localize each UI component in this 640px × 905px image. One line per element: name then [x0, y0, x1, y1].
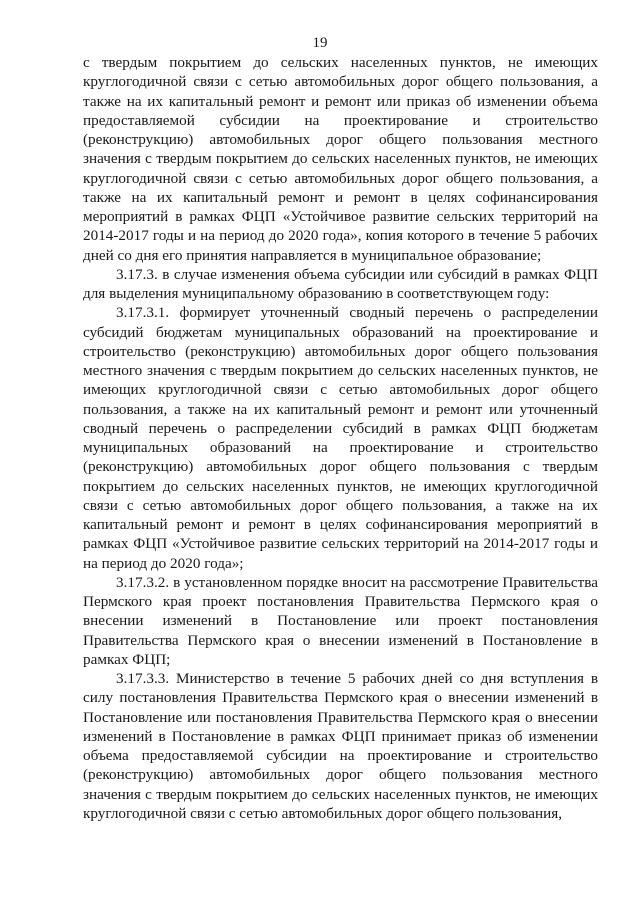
paragraph-3-17-3-3: 3.17.3.3. Министерство в течение 5 рабочих дней со дня вступления в силу постановления Правительства Пермского края о внесении изменений в Постановление или постановления Правительства Пермского края о внесении изменений в Постановление в рамках ФЦП принимает приказ об изменении объема предоставляемой субсидии на проектирование и строительство (реконструкцию) автомобильных дорог общего пользования местного значения с твердым покрытием до сельских населенных пунктов, не имеющих круглогодичной связи с сетью автомобильных дорог общего пользования,: [83, 670, 598, 822]
document-body: [83, 53, 598, 823]
page-number: 19: [312, 35, 328, 51]
paragraph-continuation: с твердым покрытием до сельских населенных пунктов, не имеющих круглогодичной связи с сетью автомобильных дорог общего пользования, а также на их капитальный ремонт и ремонт или приказ об изменении объема предоставляемой субсидии на проектирование и строительство (реконструкцию) автомобильных дорог общего пользования местного значения с твердым покрытием до сельских населенных пунктов, не имеющих круглогодичной связи с сетью автомобильных дорог общего пользования, а также на их капитальный ремонт и ремонт в целях софинансирования мероприятий в рамках ФЦП «Устойчивое развитие сельских территорий на 2014-2017 годы и на период до 2020 года», копия которого в течение 5 рабочих дней со дня его принятия направляется в муниципальное образование;: [83, 54, 598, 264]
paragraph-3-17-3-2: 3.17.3.2. в установленном порядке вносит на рассмотрение Правительства Пермского края проект постановления Правительства Пермского края о внесении изменений в Постановление или проект постановления Правительства Пермского края о внесении изменений в Постановление в рамках ФЦП;: [83, 573, 598, 668]
paragraph-3-17-3-1: 3.17.3.1. формирует уточненный сводный перечень о распределении субсидий бюджетам муниципальных образований на проектирование и строительство (реконструкцию) автомобильных дорог общего пользования местного значения с твердым покрытием до сельских населенных пунктов, не имеющих круглогодичной связи с сетью автомобильных дорог общего пользования, а также на их капитальный ремонт и ремонт или уточненный сводный перечень о распределении субсидий в рамках ФЦП бюджетам муниципальных образований на проектирование и строительство (реконструкцию) автомобильных дорог общего пользования с твердым покрытием до сельских населенных пунктов, не имеющих круглогодичной связи с сетью автомобильных дорог общего пользования, а также на их капитальный ремонт и ремонт в целях софинансирования мероприятий в рамках ФЦП «Устойчивое развитие сельских территорий на 2014-2017 годы и на период до 2020 года»;: [83, 304, 598, 572]
paragraph-3-17-3: 3.17.3. в случае изменения объема субсидии или субсидий в рамках ФЦП для выделения муниципальному образованию в соответствующем году:: [83, 265, 598, 302]
